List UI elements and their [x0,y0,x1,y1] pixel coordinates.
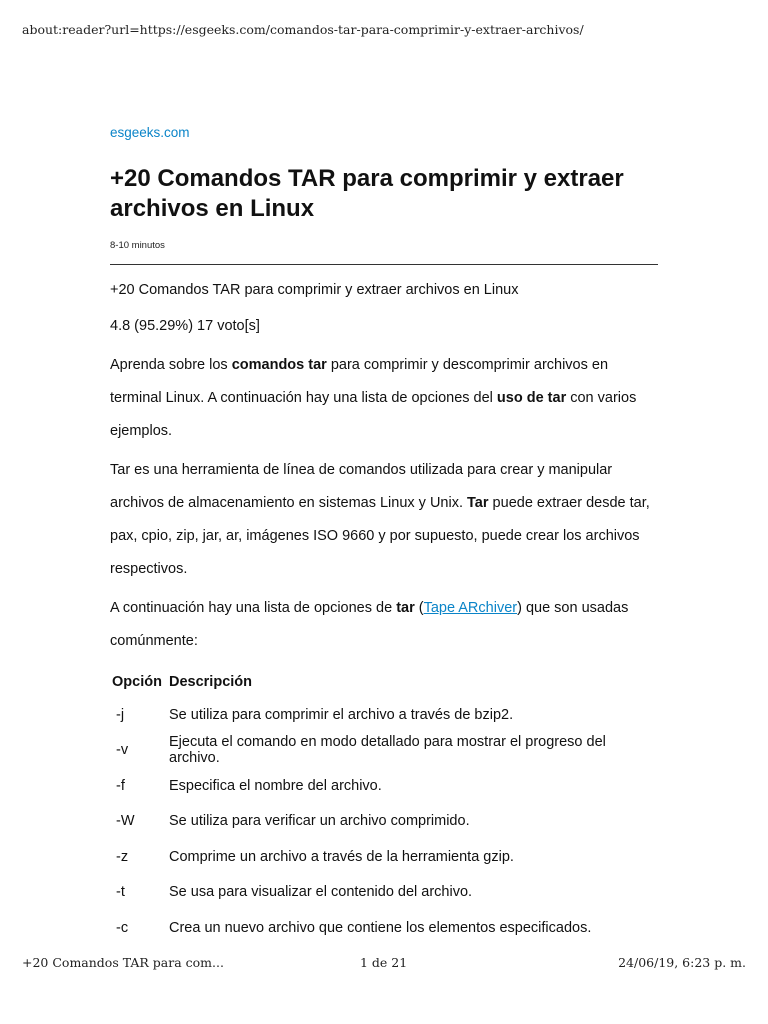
page-footer [0,955,768,975]
page-number: 1 de 21 [360,955,408,970]
table-row [110,768,658,804]
option-cell: -W [116,813,135,830]
article [110,124,658,946]
option-cell: -v [116,742,129,759]
text-run: ( [414,600,424,616]
text-run: A continuación hay una lista de opciones de [110,600,397,616]
site-link[interactable]: esgeeks.com [110,125,190,140]
print-datetime: 24/06/19, 6:23 p. m. [618,955,746,970]
options-table [110,667,658,946]
bold-text: tar [396,600,415,616]
option-cell: -f [116,777,125,794]
bold-text: Tar [467,495,489,511]
paragraph-options-intro [110,592,658,658]
footer-title: +20 Comandos TAR para com... [22,955,224,970]
description-cell: Se utiliza para verificar un archivo comprimido. [169,813,470,830]
article-title: +20 Comandos TAR para comprimir y extraer archivos en Linux [110,165,624,222]
table-row [110,875,658,911]
bold-text: uso de tar [496,390,567,406]
option-cell: -c [116,919,129,936]
text-run: Tar es una herramienta de línea de comandos utilizada para crear y manipular archivos de almacenamiento en sistemas Linux y Unix. [110,462,613,511]
description-cell: Especifica el nombre del archivo. [169,777,382,794]
column-header-description: Descripción [169,674,252,690]
column-header-option: Opción [112,674,162,690]
table-header-row [110,667,658,697]
table-row [110,839,658,875]
description-cell: Comprime un archivo a través de la herramienta gzip. [169,848,514,865]
text-run: puede extraer desde tar, pax, cpio, zip, jar, ar, imágenes ISO 9660 y por supuesto, puede crear los archivos respectivos. [110,495,650,577]
header-divider [110,264,658,265]
description-cell: Se utiliza para comprimir el archivo a través de bzip2. [169,706,514,723]
text-run: Aprenda sobre los [110,357,232,373]
table-row [110,733,658,769]
description-cell: Ejecuta el comando en modo detallado para mostrar el progreso del archivo. [169,734,606,767]
description-cell: Crea un nuevo archivo que contiene los elementos especificados. [169,919,592,936]
table-row [110,697,658,733]
paragraph-tar-description [110,454,658,586]
text-run: con varios ejemplos. [110,390,637,439]
paragraph-intro-tar [110,349,658,448]
intro-paragraph: +20 Comandos TAR para comprimir y extraer archivos en Linux [110,282,519,298]
option-cell: -z [116,848,129,865]
page-url-header: about:reader?url=https://esgeeks.com/comandos-tar-para-comprimir-y-extraer-archivos/ [22,22,584,37]
text-run: para comprimir y descomprimir archivos en terminal Linux. A continuación hay una lista de opciones del [110,357,609,406]
text-run: ) que son usadas comúnmente: [110,600,629,649]
reading-time: 8-10 minutos [110,240,165,251]
option-cell: -t [116,884,125,901]
option-cell: -j [116,706,125,723]
bold-text: comandos tar [231,357,327,373]
table-row [110,910,658,946]
rating-text: 4.8 (95.29%) 17 voto[s] [110,318,260,334]
tape-archiver-link[interactable]: Tape ARchiver [423,600,518,616]
table-row [110,804,658,840]
description-cell: Se usa para visualizar el contenido del archivo. [169,884,473,901]
